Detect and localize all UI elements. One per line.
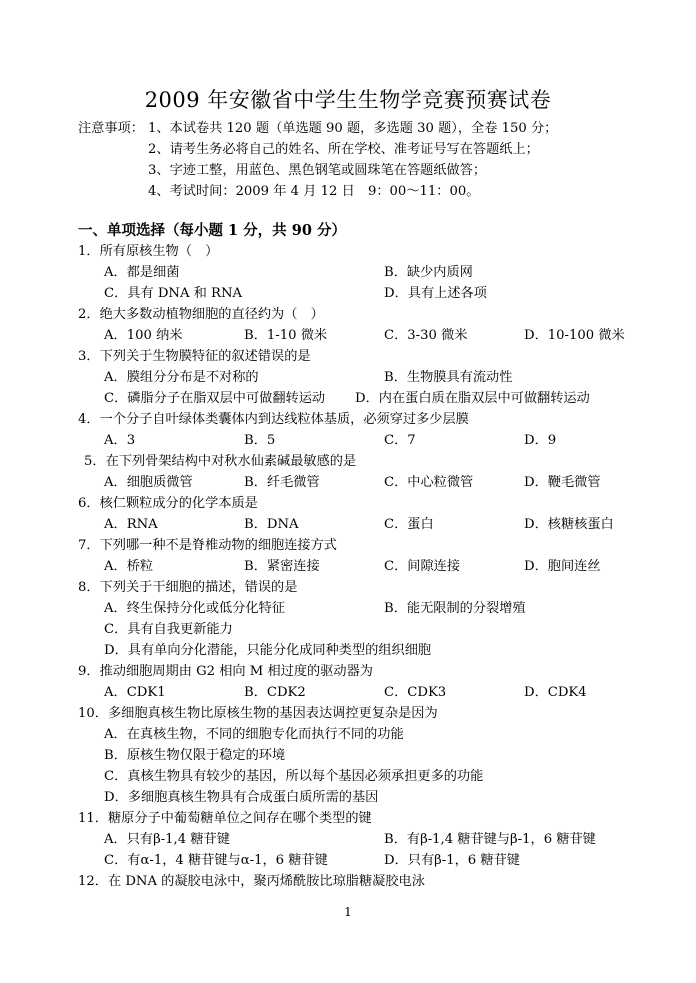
option-a: A．桥粒 [104, 559, 154, 574]
option-a: A．终生保持分化或低分化特征 [104, 601, 285, 616]
option-b: B．纤毛微管 [244, 475, 320, 490]
page-title: 2009 年安徽省中学生生物学竞赛预赛试卷 [144, 88, 552, 112]
option-c: C．间隙连接 [384, 559, 461, 574]
question-stem: 9．推动细胞周期由 G2 相向 M 相过度的驱动器为 [78, 664, 373, 679]
option-b: B．生物膜具有流动性 [384, 370, 513, 385]
option-c: C．7 [384, 433, 416, 448]
option-b: B．1-10 微米 [244, 328, 328, 343]
option-a: A．都是细菌 [104, 265, 180, 280]
option-c: C．具有自我更新能力 [104, 622, 233, 637]
option-d: D．内在蛋白质在脂双层中可做翻转运动 [355, 391, 590, 406]
option-c: C．磷脂分子在脂双层中可做翻转运动 [104, 391, 326, 406]
option-d: D．CDK4 [524, 685, 587, 700]
option-b: B．紧密连接 [244, 559, 320, 574]
note-item-1: 1、本试卷共 120 题（单选题 90 题，多选题 30 题），全卷 150 分； [148, 121, 558, 136]
section-heading: 一、单项选择（每小题 1 分，共 90 分） [78, 222, 346, 239]
option-a: A．CDK1 [104, 685, 166, 700]
option-b: B．有β-1,4 糖苷键与β-1，6 糖苷键 [384, 832, 596, 847]
option-c: C．有α-1，4 糖苷键与α-1，6 糖苷键 [104, 853, 328, 868]
question-stem: 12．在 DNA 的凝胶电泳中，聚丙烯酰胺比琼脂糖凝胶电泳 [78, 874, 425, 889]
question-stem: 2．绝大多数动植物细胞的直径约为（ ） [78, 307, 324, 322]
option-c: C．具有 DNA 和 RNA [104, 286, 243, 301]
option-b: B．能无限制的分裂增殖 [384, 601, 526, 616]
option-b: B．原核生物仅限于稳定的环境 [104, 748, 286, 763]
option-c: C．中心粒微管 [384, 475, 474, 490]
question-stem: 10．多细胞真核生物比原核生物的基因表达调控更复杂是因为 [78, 706, 438, 721]
option-d: D．只有β-1，6 糖苷键 [384, 853, 520, 868]
option-d: D．核糖核蛋白 [524, 517, 614, 532]
option-c: C．蛋白 [384, 517, 434, 532]
option-d: D．具有单向分化潜能，只能分化成同种类型的组织细胞 [104, 643, 432, 658]
option-a: A．3 [104, 433, 136, 448]
option-c: C．3-30 微米 [384, 328, 468, 343]
option-c: C．真核生物具有较少的基因，所以每个基因必须承担更多的功能 [104, 769, 484, 784]
option-a: A．RNA [104, 517, 158, 532]
note-item-3: 3、字迹工整，用蓝色、黑色钢笔或圆珠笔在答题纸做答； [148, 163, 487, 178]
option-a: A．在真核生物，不同的细胞专化而执行不同的功能 [104, 727, 404, 742]
option-a: A．膜组分分布是不对称的 [104, 370, 259, 385]
option-d: D．具有上述各项 [384, 286, 487, 301]
option-d: D．9 [524, 433, 557, 448]
question-stem: 5．在下列骨架结构中对秋水仙素碱最敏感的是 [84, 454, 357, 469]
question-stem: 1．所有原核生物（ ） [78, 244, 219, 259]
option-d: D．多细胞真核生物具有合成蛋白质所需的基因 [104, 790, 379, 805]
option-a: A．只有β-1,4 糖苷键 [104, 832, 230, 847]
option-a: A．细胞质微管 [104, 475, 193, 490]
note-item-2: 2、请考生务必将自己的姓名、所在学校、准考证号写在答题纸上； [148, 142, 539, 157]
question-stem: 6．核仁颗粒成分的化学本质是 [78, 496, 258, 511]
option-b: B．DNA [244, 517, 299, 532]
question-stem: 3．下列关于生物膜特征的叙述错误的是 [78, 349, 311, 364]
page-number: 1 [344, 905, 352, 919]
question-stem: 7．下列哪一种不是脊椎动物的细胞连接方式 [78, 538, 337, 553]
option-b: B．5 [244, 433, 276, 448]
question-stem: 4．一个分子自叶绿体类囊体内到达线粒体基质，必须穿过多少层膜 [78, 412, 469, 427]
option-c: C．CDK3 [384, 685, 447, 700]
question-stem: 11．糖原分子中葡萄糖单位之间存在哪个类型的键 [78, 811, 372, 826]
option-d: D．鞭毛微管 [524, 475, 601, 490]
option-a: A．100 纳米 [104, 328, 183, 343]
notes-label: 注意事项： [78, 121, 144, 136]
option-d: D．10-100 微米 [524, 328, 625, 343]
option-b: B．缺少内质网 [384, 265, 473, 280]
note-item-4: 4、考试时间：2009 年 4 月 12 日 9：00～11：00。 [148, 184, 480, 199]
option-b: B．CDK2 [244, 685, 306, 700]
question-stem: 8．下列关于干细胞的描述，错误的是 [78, 580, 298, 595]
option-d: D．胞间连丝 [524, 559, 601, 574]
